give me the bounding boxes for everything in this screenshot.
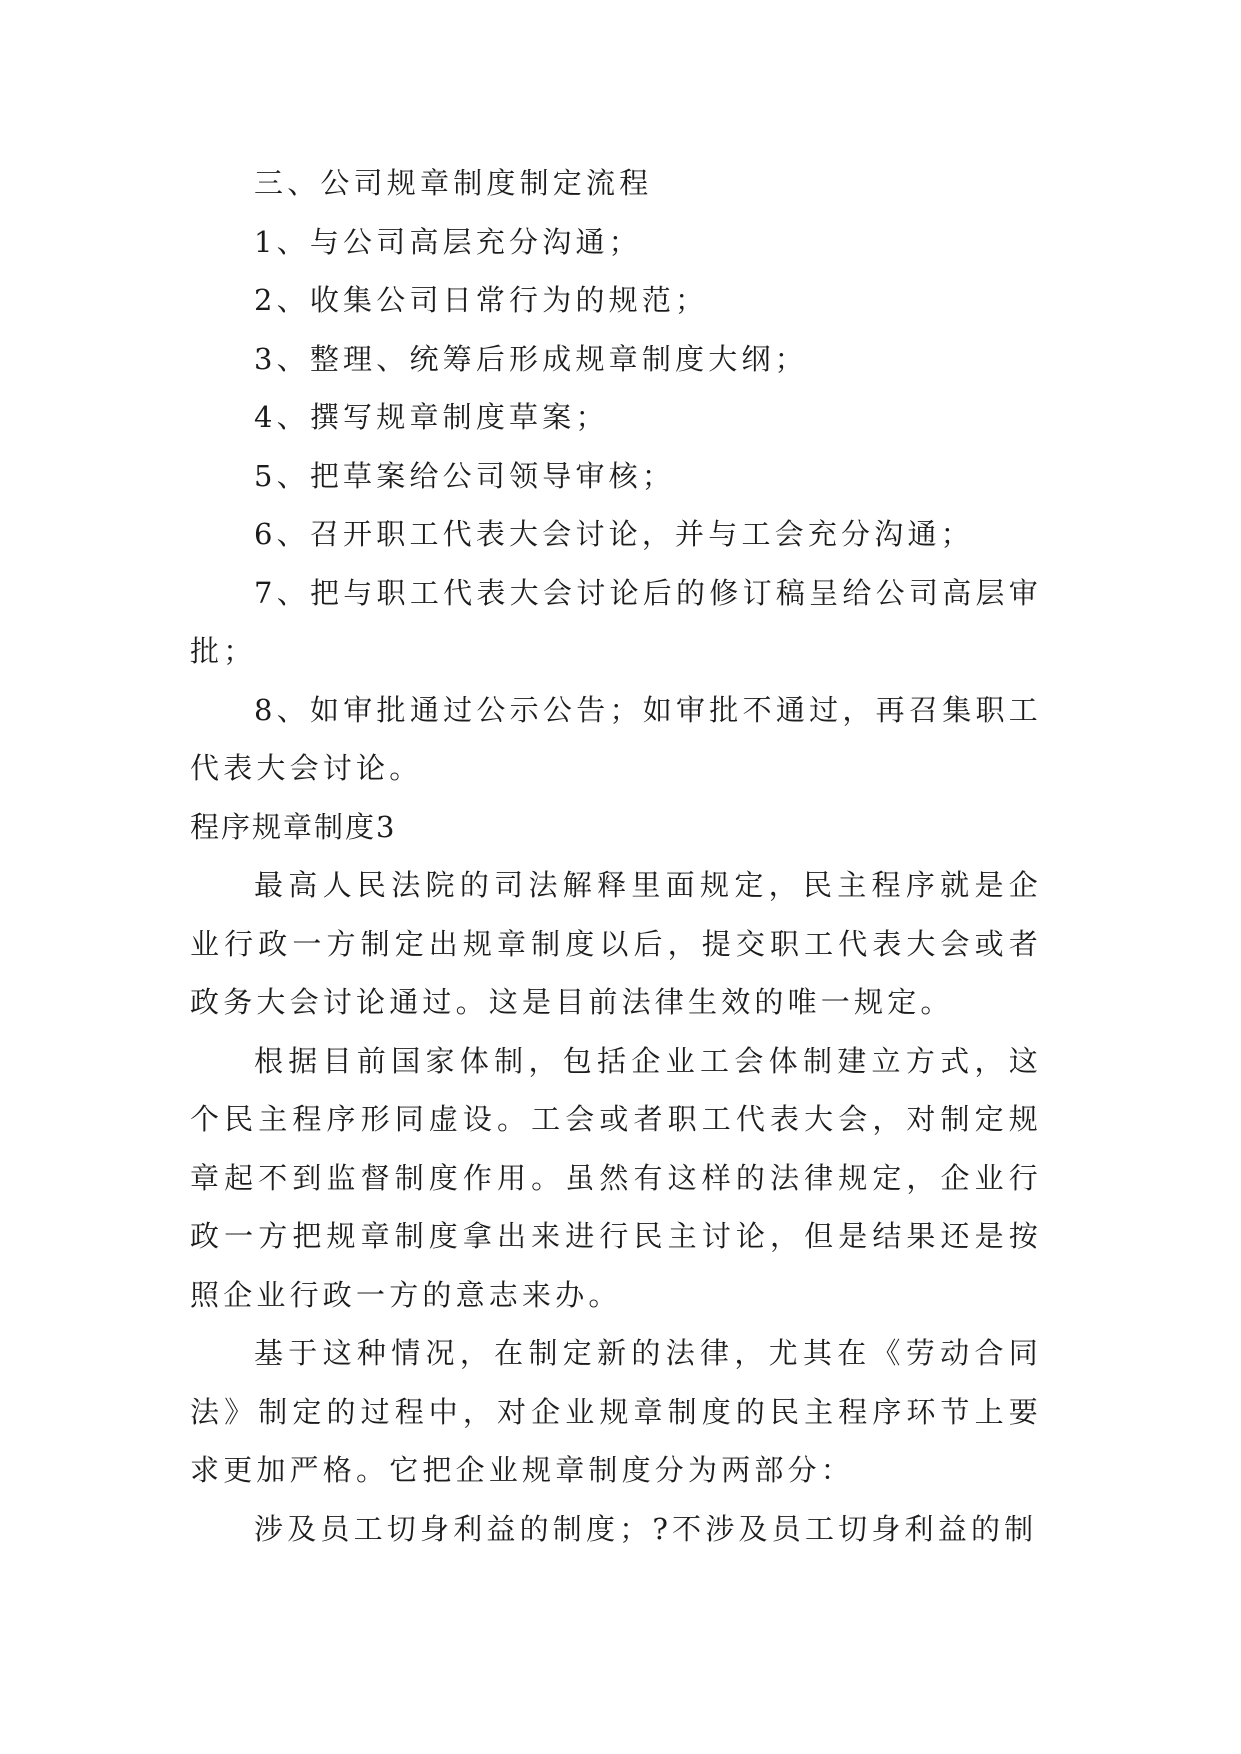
list-item-step-7: 7、把与职工代表大会讨论后的修订稿呈给公司高层审批； bbox=[190, 575, 1042, 668]
section-title-program-rules-3: 程序规章制度3 bbox=[190, 809, 397, 844]
body-paragraph-judicial-interpretation: 最高人民法院的司法解释里面规定，民主程序就是企业行政一方制定出规章制度以后，提交职工代表大会或者政务大会讨论通过。这是目前法律生效的唯一规定。 bbox=[190, 868, 1042, 1019]
list-item-step-3: 3、整理、统筹后形成规章制度大纲； bbox=[254, 341, 808, 376]
list-item-step-5: 5、把草案给公司领导审核； bbox=[254, 458, 676, 493]
body-paragraph-labor-contract-law: 基于这种情况，在制定新的法律，尤其在《劳动合同法》制定的过程中，对企业规章制度的民主程序环节上要求更加严格。它把企业规章制度分为两部分： bbox=[190, 1336, 1042, 1487]
list-item-step-4: 4、撰写规章制度草案； bbox=[254, 400, 609, 434]
list-item-step-8: 8、如审批通过公示公告；如审批不通过，再召集职工代表大会讨论。 bbox=[190, 692, 1042, 785]
body-paragraph-two-parts: 涉及员工切身利益的制度；?不涉及员工切身利益的制 bbox=[254, 1511, 1038, 1546]
section-heading-process: 三、公司规章制度制定流程 bbox=[254, 166, 653, 200]
list-item-step-2: 2、收集公司日常行为的规范； bbox=[254, 283, 709, 317]
body-paragraph-democratic-procedure: 根据目前国家体制，包括企业工会体制建立方式，这个民主程序形同虚设。工会或者职工代表大会，对制定规章起不到监督制度作用。虽然有这样的法律规定，企业行政一方把规章制度拿出来进行民主讨论，但是结果还是按照企业行政一方的意志来办。 bbox=[190, 1043, 1042, 1312]
list-item-step-6: 6、召开职工代表大会讨论，并与工会充分沟通； bbox=[254, 517, 974, 551]
list-item-step-1: 1、与公司高层充分沟通； bbox=[254, 224, 642, 259]
document-body bbox=[190, 154, 1042, 1558]
